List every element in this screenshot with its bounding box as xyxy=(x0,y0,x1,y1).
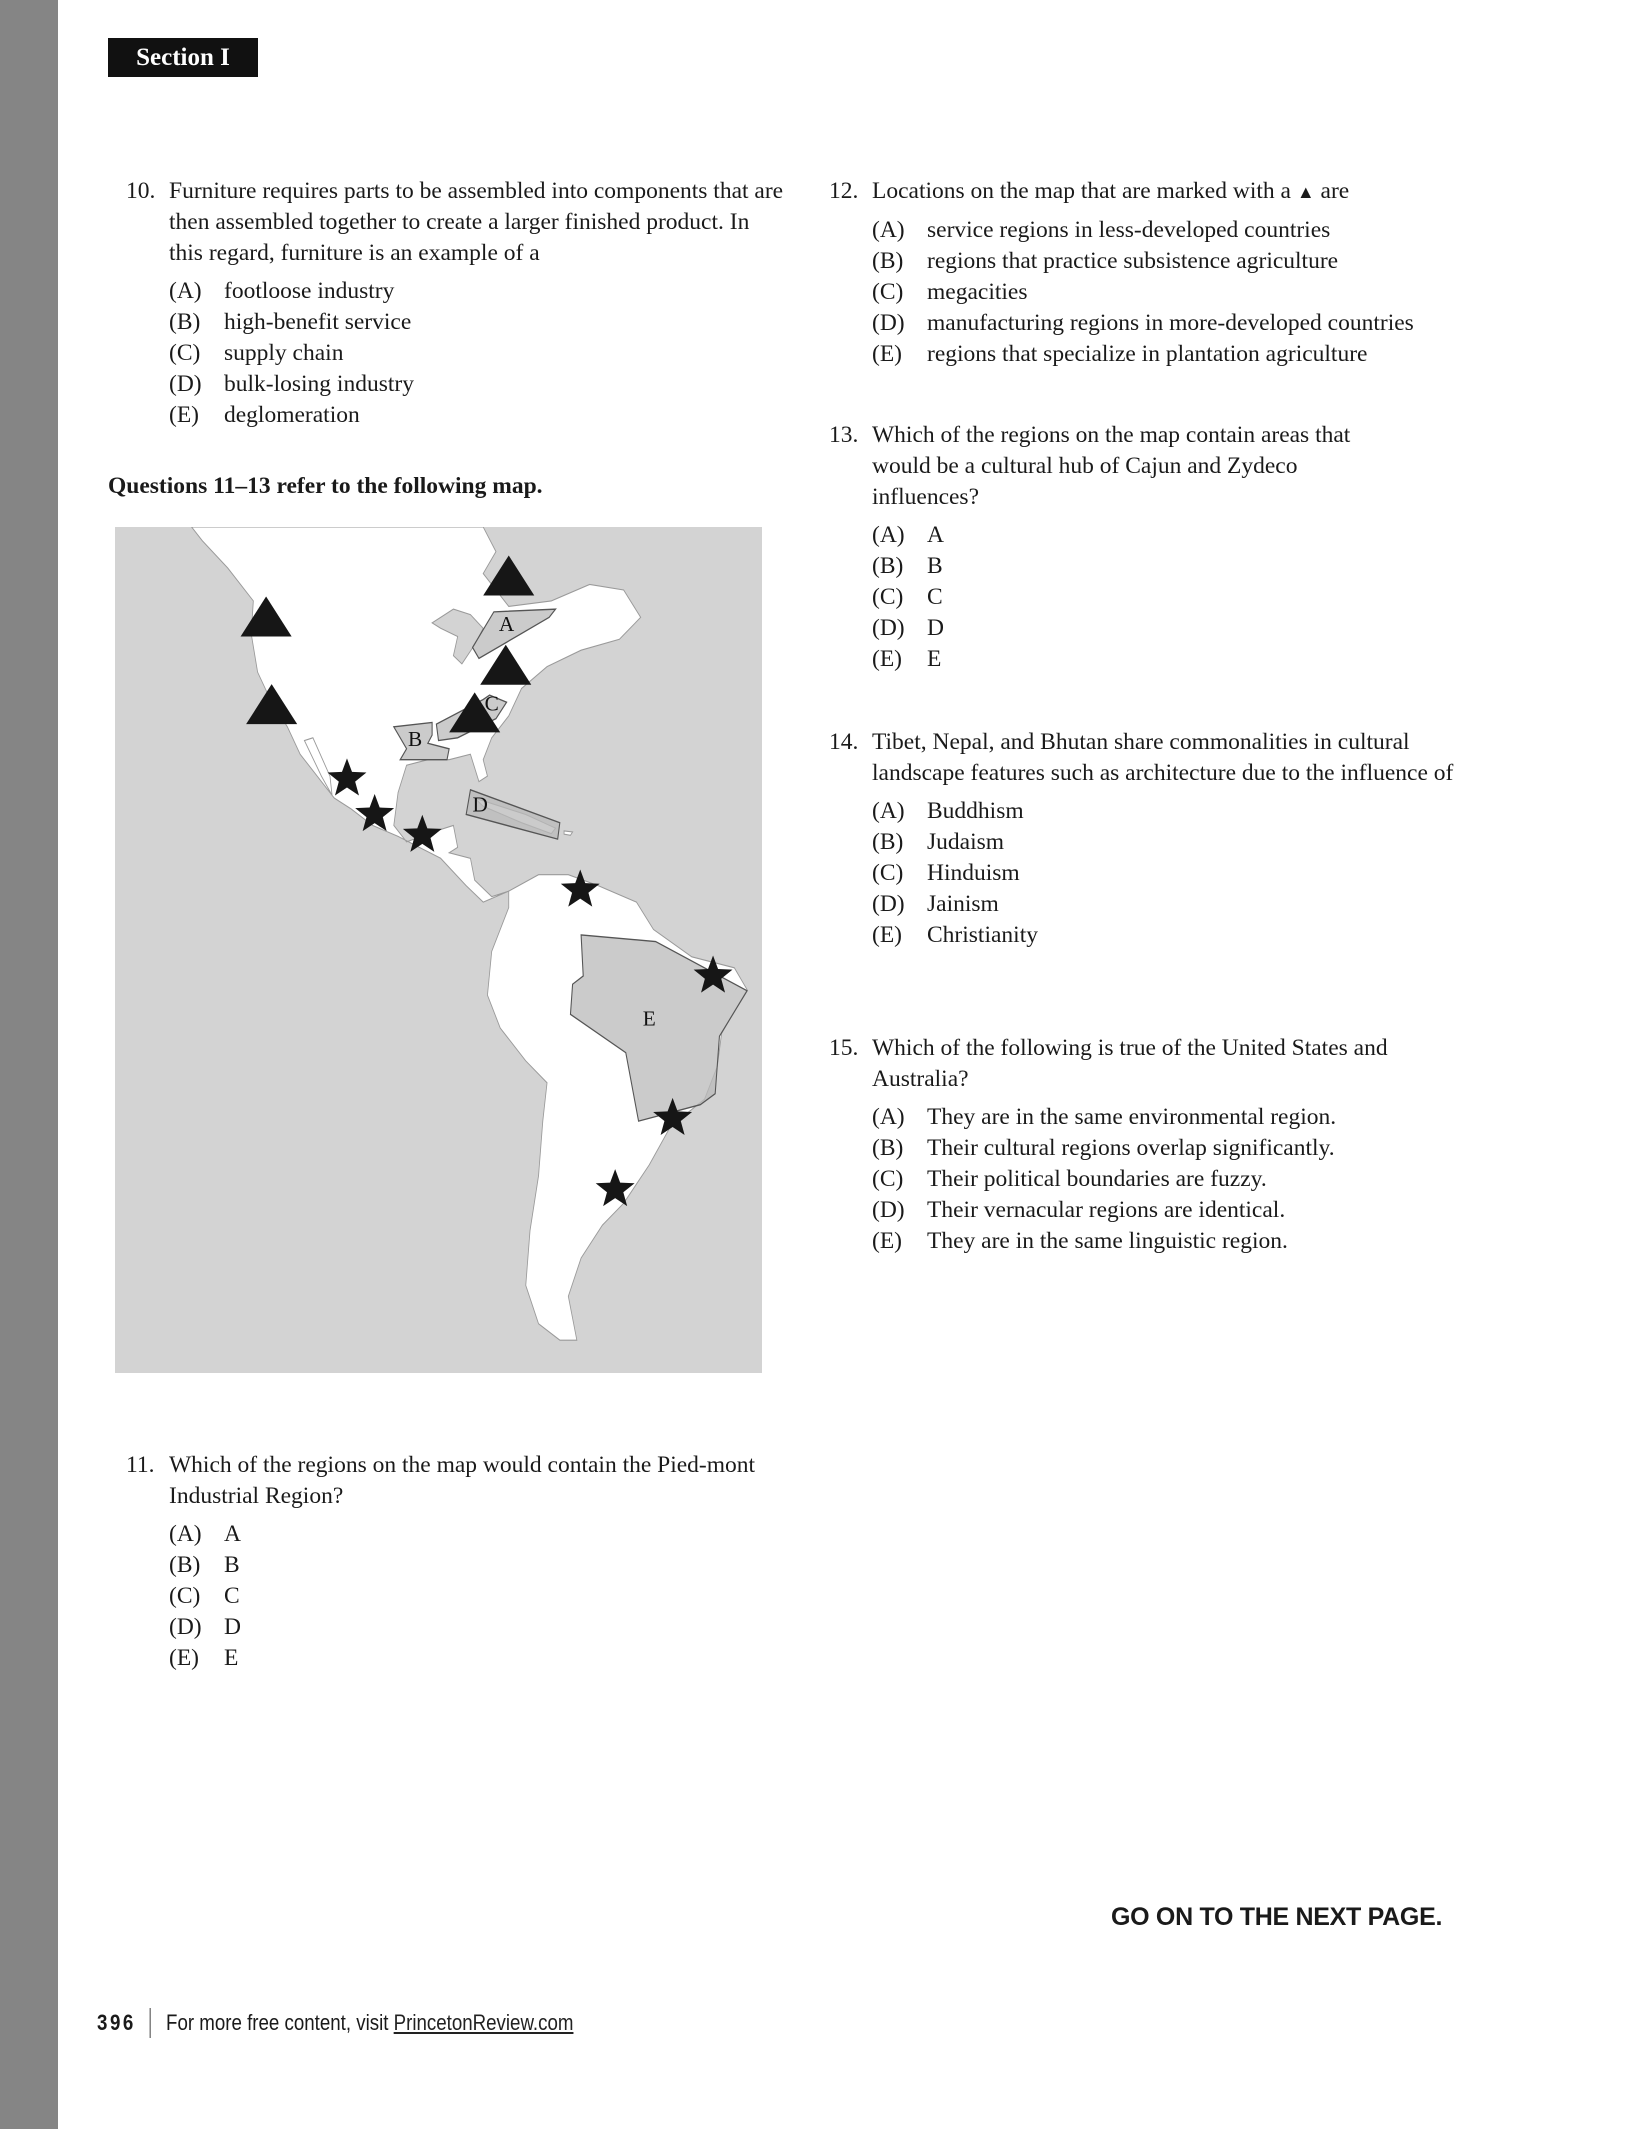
option-label: (C) xyxy=(872,860,904,886)
option-text: C xyxy=(927,584,943,610)
option-label: (D) xyxy=(169,1614,202,1640)
option-b[interactable] xyxy=(169,1550,786,1581)
option-label: (D) xyxy=(169,371,202,397)
option-label: (E) xyxy=(169,1645,200,1671)
option-d[interactable] xyxy=(872,889,1489,920)
option-text: They are in the same environmental region. xyxy=(927,1104,1337,1130)
option-text: E xyxy=(927,646,942,672)
option-text: Buddhism xyxy=(927,798,1024,824)
option-text: Jainism xyxy=(927,891,999,917)
option-e[interactable] xyxy=(872,1226,1489,1257)
question-number: 12. xyxy=(829,178,859,204)
option-label: (A) xyxy=(872,798,905,824)
question-number: 15. xyxy=(829,1035,859,1061)
option-d[interactable] xyxy=(169,1612,786,1643)
options-list xyxy=(829,796,1489,951)
region-label: B xyxy=(407,726,423,752)
option-d[interactable] xyxy=(872,613,1489,644)
option-b[interactable] xyxy=(872,1133,1489,1164)
princeton-review-link[interactable]: PrincetonReview.com xyxy=(393,2010,574,2035)
option-c[interactable] xyxy=(872,277,1489,308)
option-text: B xyxy=(927,553,943,579)
option-text: C xyxy=(224,1583,240,1609)
option-b[interactable] xyxy=(872,551,1489,582)
option-c[interactable] xyxy=(872,582,1489,613)
option-label: (B) xyxy=(872,553,904,579)
options-list xyxy=(829,520,1489,675)
option-text: deglomeration xyxy=(224,402,360,428)
question-number: 13. xyxy=(829,422,859,448)
option-text: regions that specialize in plantation agriculture xyxy=(927,341,1368,367)
option-b[interactable] xyxy=(872,246,1489,277)
option-text: megacities xyxy=(927,279,1028,305)
option-text: A xyxy=(927,522,944,548)
option-label: (A) xyxy=(872,522,905,548)
option-text: bulk-losing industry xyxy=(224,371,414,397)
go-on-notice: GO ON TO THE NEXT PAGE. xyxy=(1111,1903,1443,1931)
option-text: Hinduism xyxy=(927,860,1020,886)
option-label: (D) xyxy=(872,310,905,336)
question-10 xyxy=(126,176,786,431)
question-number: 11. xyxy=(126,1452,155,1478)
option-label: (B) xyxy=(169,309,201,335)
option-text: Their political boundaries are fuzzy. xyxy=(927,1166,1267,1192)
map-intro: Questions 11–13 refer to the following map. xyxy=(108,473,543,499)
option-text: service regions in less-developed countries xyxy=(927,217,1331,243)
options-list xyxy=(126,1519,786,1674)
page-number: 396 xyxy=(97,2010,136,2035)
question-15 xyxy=(829,1033,1489,1257)
option-e[interactable] xyxy=(872,339,1489,370)
option-label: (D) xyxy=(872,615,905,641)
option-label: (C) xyxy=(872,279,904,305)
region-label: A xyxy=(498,612,515,637)
options-list xyxy=(126,276,786,431)
option-c[interactable] xyxy=(169,338,786,369)
option-d[interactable] xyxy=(169,369,786,400)
option-text: supply chain xyxy=(224,340,344,366)
option-d[interactable] xyxy=(872,308,1489,339)
option-text: manufacturing regions in more-developed countries xyxy=(927,310,1414,336)
question-12 xyxy=(829,176,1489,370)
option-label: (B) xyxy=(872,248,904,274)
triangle-icon: ▲ xyxy=(1296,182,1315,202)
option-label: (A) xyxy=(169,278,202,304)
option-c[interactable] xyxy=(872,1164,1489,1195)
option-label: (A) xyxy=(872,1104,905,1130)
americas-map xyxy=(115,527,762,1373)
option-a[interactable] xyxy=(169,1519,786,1550)
option-label: (E) xyxy=(872,341,903,367)
question-14 xyxy=(829,727,1489,951)
option-label: (E) xyxy=(872,1228,903,1254)
option-text: footloose industry xyxy=(224,278,395,304)
option-text: Christianity xyxy=(927,922,1038,948)
option-text: Their vernacular regions are identical. xyxy=(927,1197,1286,1223)
region-label: D xyxy=(472,792,488,817)
option-e[interactable] xyxy=(872,644,1489,675)
option-e[interactable] xyxy=(872,920,1489,951)
option-text: Their cultural regions overlap significantly. xyxy=(927,1135,1335,1161)
region-label: E xyxy=(642,1006,656,1031)
question-stem: Furniture requires parts to be assembled into components that are then assembled together to create a larger finished product. In this regard, furniture is an example of a xyxy=(169,178,784,266)
option-text: regions that practice subsistence agriculture xyxy=(927,248,1339,274)
question-stem-end: are xyxy=(1320,178,1350,204)
option-a[interactable] xyxy=(872,520,1489,551)
option-label: (B) xyxy=(169,1552,201,1578)
option-label: (C) xyxy=(169,340,201,366)
option-a[interactable] xyxy=(872,796,1489,827)
option-text: D xyxy=(224,1614,241,1640)
option-label: (C) xyxy=(872,1166,904,1192)
option-label: (A) xyxy=(872,217,905,243)
page-edge-bar xyxy=(0,0,58,2129)
option-e[interactable] xyxy=(169,400,786,431)
question-stem: Which of the regions on the map contain areas that would be a cultural hub of Cajun and Zydeco influences? xyxy=(872,422,1351,510)
option-c[interactable] xyxy=(872,858,1489,889)
question-number: 14. xyxy=(829,729,859,755)
option-label: (E) xyxy=(872,646,903,672)
question-stem: Which of the following is true of the United States and Australia? xyxy=(872,1035,1388,1092)
option-label: (C) xyxy=(872,584,904,610)
options-list xyxy=(829,215,1489,370)
option-label: (B) xyxy=(872,829,904,855)
question-stem: Tibet, Nepal, and Bhutan share commonalities in cultural landscape features such as architecture due to the influence of xyxy=(872,729,1454,786)
question-stem: Which of the regions on the map would contain the Pied-mont Industrial Region? xyxy=(169,1452,756,1509)
option-label: (A) xyxy=(169,1521,202,1547)
option-a[interactable] xyxy=(872,1102,1489,1133)
question-13 xyxy=(829,420,1489,675)
option-label: (D) xyxy=(872,891,905,917)
options-list xyxy=(829,1102,1489,1257)
question-11 xyxy=(126,1450,786,1674)
option-label: (C) xyxy=(169,1583,201,1609)
option-text: B xyxy=(224,1552,240,1578)
footer-divider xyxy=(149,2008,150,2038)
option-label: (E) xyxy=(169,402,200,428)
option-label: (D) xyxy=(872,1197,905,1223)
question-stem: Locations on the map that are marked with a xyxy=(872,178,1291,204)
option-label: (E) xyxy=(872,922,903,948)
option-c[interactable] xyxy=(169,1581,786,1612)
option-text: They are in the same linguistic region. xyxy=(927,1228,1288,1254)
page-footer xyxy=(97,2008,573,2038)
option-b[interactable] xyxy=(169,307,786,338)
region-label: C xyxy=(484,691,499,716)
option-a[interactable] xyxy=(872,215,1489,246)
option-a[interactable] xyxy=(169,276,786,307)
option-text: high-benefit service xyxy=(224,309,412,335)
option-b[interactable] xyxy=(872,827,1489,858)
option-e[interactable] xyxy=(169,1643,786,1674)
option-text: Judaism xyxy=(927,829,1005,855)
option-label: (B) xyxy=(872,1135,904,1161)
footer-text: For more free content, visit xyxy=(166,2010,389,2035)
option-text: A xyxy=(224,1521,241,1547)
option-text: D xyxy=(927,615,944,641)
option-text: E xyxy=(224,1645,239,1671)
option-d[interactable] xyxy=(872,1195,1489,1226)
question-number: 10. xyxy=(126,178,156,204)
section-label: Section I xyxy=(108,38,258,77)
